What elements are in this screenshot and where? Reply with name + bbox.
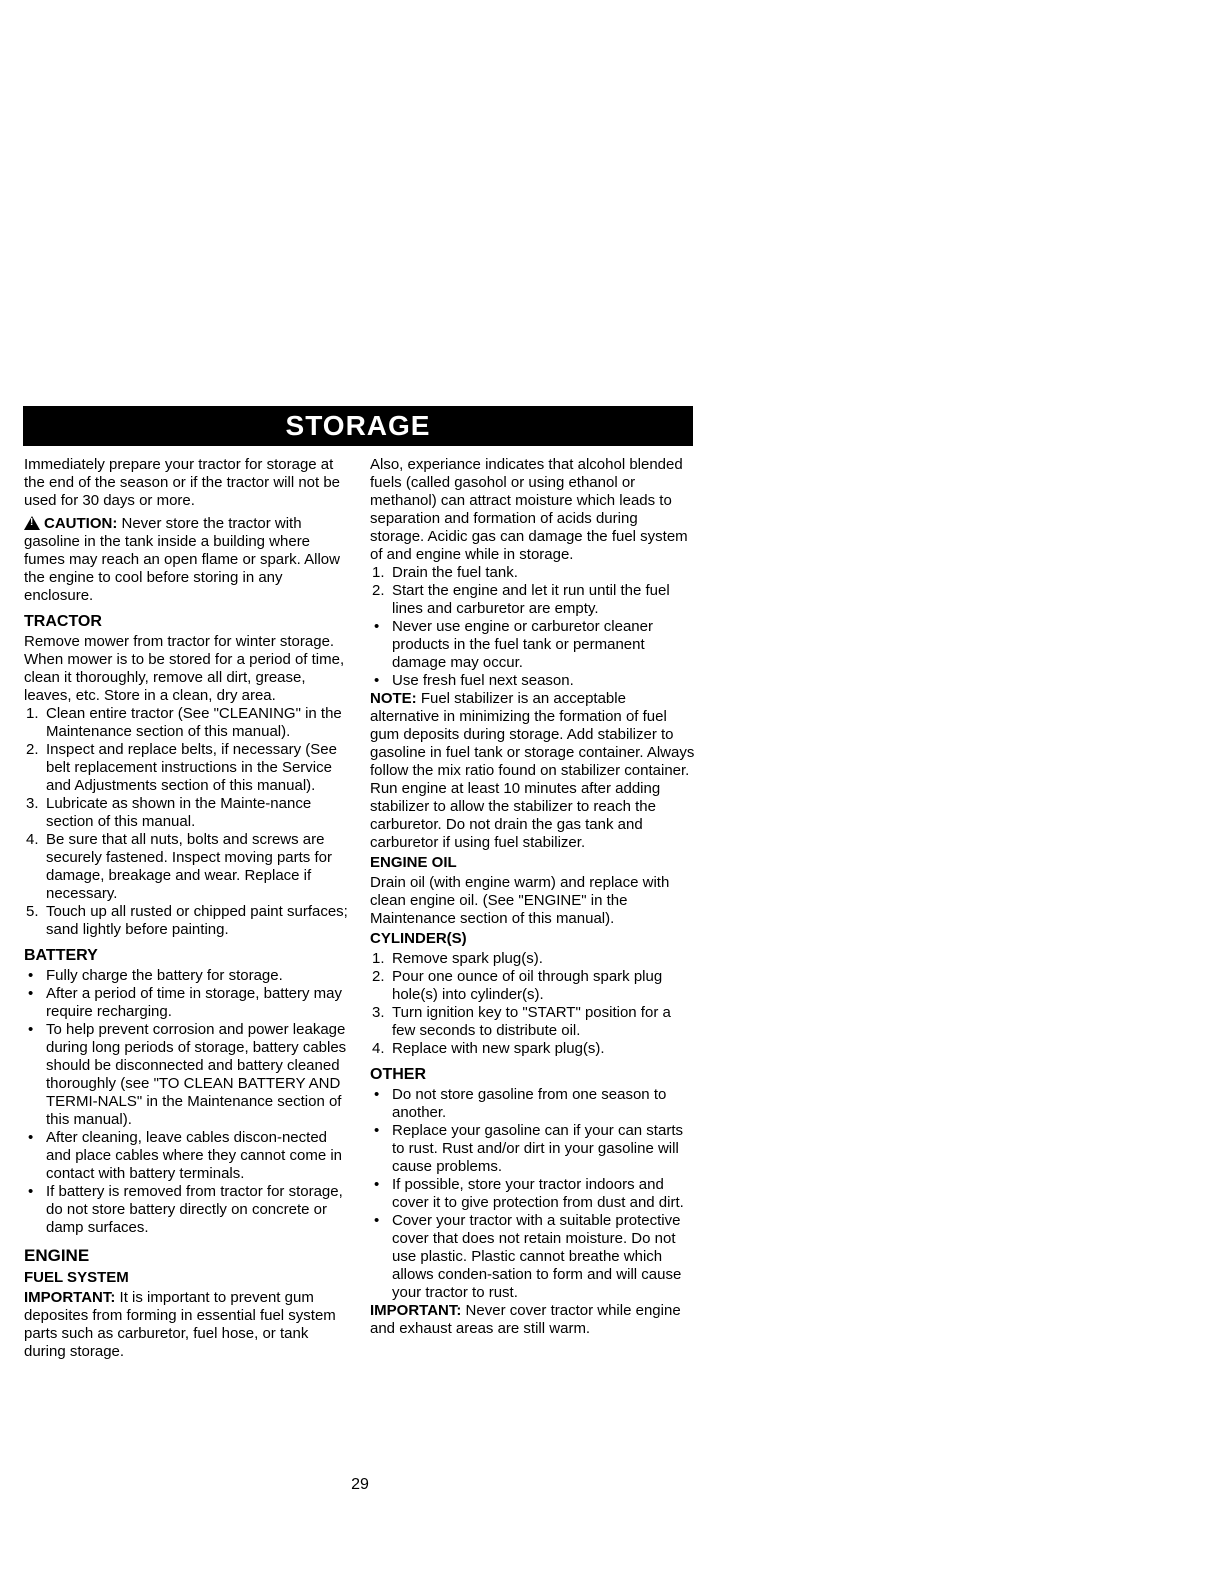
bullet-icon: • bbox=[374, 618, 380, 635]
tractor-paragraph: Remove mower from tractor for winter storage. When mower is to be stored for a period of time, clean it thoroughly, remove all dirt, grease, leaves, etc. Store in a clean, dry area. bbox=[24, 633, 345, 704]
other-heading: OTHER bbox=[370, 1066, 426, 1083]
engine-heading: ENGINE bbox=[24, 1246, 90, 1265]
list-item: 1. Drain the fuel tank. bbox=[372, 564, 518, 581]
list-item: 1. Clean entire tractor (See "CLEANING" in the Maintenance section of this manual). bbox=[26, 705, 342, 740]
bullet-icon: • bbox=[28, 1021, 34, 1038]
list-item: 2. Start the engine and let it run until the fuel lines and carburetor are empty. bbox=[372, 582, 670, 617]
bullet-icon: • bbox=[28, 1183, 34, 1200]
bullet-icon: • bbox=[374, 1086, 380, 1103]
list-item: 3. Lubricate as shown in the Mainte-nance section of this manual. bbox=[26, 795, 312, 830]
section-header-bar bbox=[23, 406, 693, 446]
engine-oil-paragraph: Drain oil (with engine warm) and replace with clean engine oil. (See "ENGINE" in the Maintenance section of this manual). bbox=[370, 874, 670, 927]
list-item: • After cleaning, leave cables discon-nected and place cables where they cannot come in contact with battery terminals. bbox=[28, 1129, 343, 1182]
fuel-bullets-list bbox=[370, 618, 696, 690]
caution-text: Never store the tractor with gasoline in the tank inside a building where fumes may reach an open flame or spark. Allow the engine to cool before storing in any enclosure. bbox=[24, 515, 340, 604]
battery-list bbox=[24, 967, 350, 1237]
list-item: • Cover your tractor with a suitable protective cover that does not retain moisture. Do not use plastic. Plastic cannot breathe which allows conden-sation to form and will cause your tractor to rust. bbox=[374, 1212, 682, 1301]
important-paragraph bbox=[24, 1289, 350, 1361]
engine-oil-heading: ENGINE OIL bbox=[370, 854, 457, 871]
list-item: • To help prevent corrosion and power leakage during long periods of storage, battery cables should be disconnected and battery cleaned thoroughly (see "TO CLEAN BATTERY AND TERMI-NALS" in the Maintenance section of this manual). bbox=[28, 1021, 347, 1128]
other-list bbox=[370, 1086, 696, 1302]
important-text: It is important to prevent gum deposites from forming in essential fuel system parts such as carburetor, fuel hose, or tank during storage. bbox=[24, 1289, 336, 1360]
list-item: • Never use engine or carburetor cleaner products in the fuel tank or permanent damage may occur. bbox=[374, 618, 653, 671]
battery-heading: BATTERY bbox=[24, 947, 98, 964]
list-item: • Use fresh fuel next season. bbox=[374, 672, 574, 689]
caution-paragraph bbox=[24, 514, 350, 605]
note-text: Fuel stabilizer is an acceptable alternative in minimizing the formation of fuel gum deposits during storage. Add stabilizer to gasoline in fuel tank or storage container. Always follow the mix ratio found on stabilizer container. Run engine at least 10 minutes after adding stabilizer to allow the stabilizer to reach the carburetor. Do not drain the gas tank and carburetor if using fuel stabilizer. bbox=[370, 690, 695, 851]
list-item: • Do not store gasoline from one season to another. bbox=[374, 1086, 667, 1121]
important-label: IMPORTANT: bbox=[24, 1289, 116, 1306]
list-item: • If battery is removed from tractor for storage, do not store battery directly on concrete or damp surfaces. bbox=[28, 1183, 343, 1236]
warning-triangle-icon: ! bbox=[24, 516, 40, 530]
page-number: 29 bbox=[351, 1476, 369, 1493]
bullet-icon: • bbox=[28, 967, 34, 984]
list-item: • If possible, store your tractor indoors and cover it to give protection from dust and dirt. bbox=[374, 1176, 684, 1211]
bullet-icon: • bbox=[374, 672, 380, 689]
bullet-icon: • bbox=[374, 1176, 380, 1193]
cylinder-steps-list bbox=[370, 950, 696, 1058]
list-item: • After a period of time in storage, battery may require recharging. bbox=[28, 985, 342, 1020]
list-item: 5. Touch up all rusted or chipped paint surfaces; sand lightly before painting. bbox=[26, 903, 348, 938]
list-item: 1. Remove spark plug(s). bbox=[372, 950, 543, 967]
list-item: 2. Pour one ounce of oil through spark plug hole(s) into cylinder(s). bbox=[372, 968, 663, 1003]
important-label: IMPORTANT: bbox=[370, 1302, 462, 1319]
tractor-heading: TRACTOR bbox=[24, 613, 102, 630]
fuel-system-heading: FUEL SYSTEM bbox=[24, 1269, 129, 1286]
tractor-steps-list bbox=[24, 705, 350, 939]
list-item: • Fully charge the battery for storage. bbox=[28, 967, 283, 984]
bullet-icon: • bbox=[374, 1122, 380, 1139]
bullet-icon: • bbox=[374, 1212, 380, 1229]
right-column bbox=[370, 456, 696, 1338]
note-paragraph bbox=[370, 690, 696, 852]
caution-label: CAUTION: bbox=[44, 515, 118, 532]
important-text: Never cover tractor while engine and exhaust areas are still warm. bbox=[370, 1302, 681, 1337]
list-item: 3. Turn ignition key to "START" position for a few seconds to distribute oil. bbox=[372, 1004, 671, 1039]
bullet-icon: • bbox=[28, 985, 34, 1002]
note-label: NOTE: bbox=[370, 690, 417, 707]
important-paragraph bbox=[370, 1302, 696, 1338]
cylinder-heading: CYLINDER(S) bbox=[370, 930, 467, 947]
list-item: 4. Replace with new spark plug(s). bbox=[372, 1040, 605, 1057]
bullet-icon: • bbox=[28, 1129, 34, 1146]
page-title: STORAGE bbox=[285, 410, 431, 441]
alcohol-fuel-paragraph: Also, experiance indicates that alcohol blended fuels (called gasohol or using ethanol or methanol) can attract moisture which leads to separation and formation of acids during storage. Acidic gas can damage the fuel system of and engine while in storage. bbox=[370, 456, 688, 563]
list-item: 4. Be sure that all nuts, bolts and screws are securely fastened. Inspect moving parts for damage, breakage and wear. Replace if necessary. bbox=[26, 831, 332, 902]
list-item: • Replace your gasoline can if your can starts to rust. Rust and/or dirt in your gasoline will cause problems. bbox=[374, 1122, 683, 1175]
list-item: 2. Inspect and replace belts, if necessary (See belt replacement instructions in the Service and Adjustments section of this manual). bbox=[26, 741, 337, 794]
intro-paragraph: Immediately prepare your tractor for storage at the end of the season or if the tractor will not be used for 30 days or more. bbox=[24, 456, 341, 509]
left-column bbox=[24, 456, 350, 1361]
fuel-steps-list bbox=[370, 564, 696, 618]
